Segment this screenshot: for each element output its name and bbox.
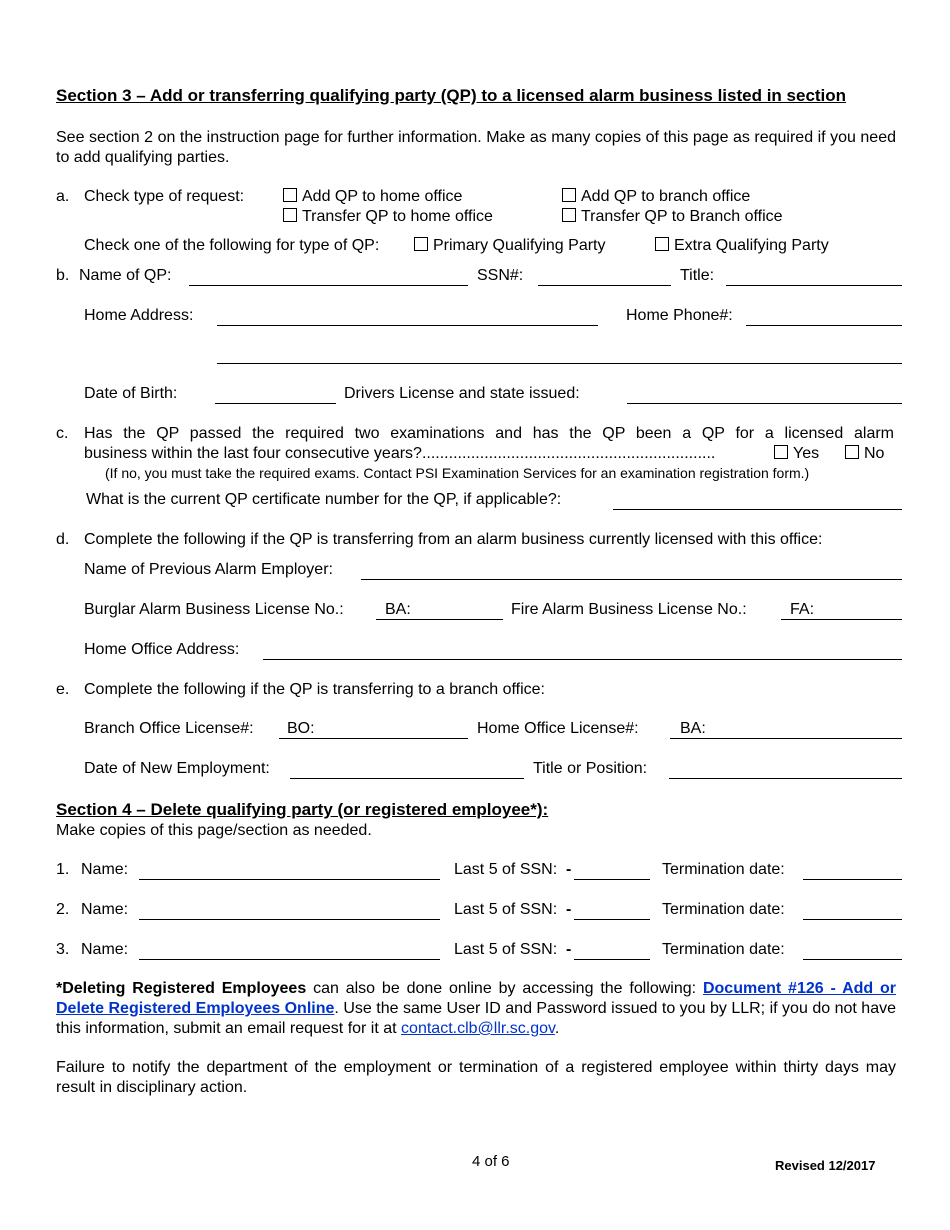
- email-link[interactable]: contact.clb@llr.sc.gov: [401, 1020, 555, 1037]
- row3-ssn-dash: -: [566, 941, 572, 958]
- exam-question-line1: Has the QP passed the required two examinations and has the QP been a QP for a licensed alarm: [84, 425, 894, 442]
- employment-date-label: Date of New Employment:: [84, 760, 270, 777]
- option-label: Add QP to branch office: [581, 188, 751, 205]
- exam-yes-option[interactable]: [774, 444, 819, 464]
- option-add-branch[interactable]: [562, 187, 750, 207]
- branch-prefix: BO:: [287, 720, 315, 737]
- row3-ssn-field[interactable]: [574, 959, 650, 960]
- checkbox-add-qp-home-office[interactable]: [283, 188, 297, 202]
- checkbox-transfer-qp-branch-office[interactable]: [562, 208, 576, 222]
- row1-ssn-dash: -: [566, 861, 572, 878]
- dob-label: Date of Birth:: [84, 385, 178, 402]
- home-office-license-label: Home Office License#:: [477, 720, 639, 737]
- row1-num: 1.: [56, 861, 70, 878]
- item-a-marker: a.: [56, 188, 70, 205]
- home-office-address-field[interactable]: [263, 659, 902, 660]
- home-phone-label: Home Phone#:: [626, 307, 733, 324]
- checkbox-primary-qp[interactable]: [414, 237, 428, 251]
- title-label: Title:: [680, 267, 715, 284]
- exam-note: (If no, you must take the required exams. Contact PSI Examination Services for an examination registration form.): [105, 465, 810, 481]
- title-field[interactable]: [726, 285, 902, 286]
- ssn-label: SSN#:: [477, 267, 524, 284]
- prev-employer-label: Name of Previous Alarm Employer:: [84, 561, 333, 578]
- row3-name-label: Name:: [81, 941, 129, 958]
- disciplinary-warning: Failure to notify the department of the employment or termination of a registered employee within thirty days may result in disciplinary action.: [56, 1059, 896, 1096]
- home-office-address-label: Home Office Address:: [84, 641, 240, 658]
- item-b-marker: b.: [56, 267, 70, 284]
- qp-name-field[interactable]: [189, 285, 468, 286]
- section3-heading: Section 3 – Add or transferring qualifying party (QP) to a licensed alarm business listed in section: [56, 86, 847, 105]
- option-add-home[interactable]: [283, 187, 462, 207]
- yes-label: Yes: [793, 445, 820, 462]
- row1-name-field[interactable]: [139, 879, 440, 880]
- option-label: Transfer QP to home office: [302, 208, 493, 225]
- row2-name-label: Name:: [81, 901, 129, 918]
- fire-prefix: FA:: [790, 601, 815, 618]
- qp-certificate-label: What is the current QP certificate number for the QP, if applicable?:: [86, 491, 562, 508]
- exam-question-line2: business within the last four consecutive years?..................................................................: [84, 445, 716, 462]
- option-label: Add QP to home office: [302, 188, 463, 205]
- transfer-from-text: Complete the following if the QP is transferring from an alarm business currently licensed with this office:: [84, 531, 823, 548]
- home-address-label: Home Address:: [84, 307, 194, 324]
- home-address-field-1[interactable]: [217, 325, 598, 326]
- qp-certificate-field[interactable]: [613, 509, 902, 510]
- branch-license-label: Branch Office License#:: [84, 720, 254, 737]
- checkbox-no[interactable]: [845, 445, 859, 459]
- section4-heading: Section 4 – Delete qualifying party (or registered employee*):: [56, 800, 549, 819]
- fire-license-label: Fire Alarm Business License No.:: [511, 601, 747, 618]
- employment-date-field[interactable]: [290, 778, 524, 779]
- row2-ssn-dash: -: [566, 901, 572, 918]
- row1-ssn-label: Last 5 of SSN:: [454, 861, 558, 878]
- row2-ssn-field[interactable]: [574, 919, 650, 920]
- checkbox-add-qp-branch-office[interactable]: [562, 188, 576, 202]
- row3-num: 3.: [56, 941, 70, 958]
- row2-ssn-label: Last 5 of SSN:: [454, 901, 558, 918]
- deleting-employees-note: [56, 979, 896, 1039]
- item-d-marker: d.: [56, 531, 70, 548]
- qp-type-label: Check one of the following for type of QP:: [84, 237, 380, 254]
- option-label: Transfer QP to Branch office: [581, 208, 783, 225]
- row3-term-field[interactable]: [803, 959, 902, 960]
- row1-term-field[interactable]: [803, 879, 902, 880]
- row3-term-label: Termination date:: [662, 941, 785, 958]
- checkbox-yes[interactable]: [774, 445, 788, 459]
- page-number: 4 of 6: [472, 1153, 510, 1170]
- row2-num: 2.: [56, 901, 70, 918]
- prev-employer-field[interactable]: [361, 579, 902, 580]
- drivers-license-label: Drivers License and state issued:: [344, 385, 580, 402]
- no-label: No: [864, 445, 885, 462]
- option-primary-qp[interactable]: [414, 236, 606, 256]
- checkbox-extra-qp[interactable]: [655, 237, 669, 251]
- row1-term-label: Termination date:: [662, 861, 785, 878]
- row2-name-field[interactable]: [139, 919, 440, 920]
- home-address-field-2[interactable]: [217, 363, 902, 364]
- burglar-license-label: Burglar Alarm Business License No.:: [84, 601, 344, 618]
- document-126-link[interactable]: Document #126 - Add or Delete Registered Employees Online: [56, 980, 897, 1017]
- option-transfer-home[interactable]: [283, 207, 493, 227]
- ssn-field[interactable]: [538, 285, 671, 286]
- item-e-marker: e.: [56, 681, 70, 698]
- note-text-2: . Use the same User ID and Password issued to you by LLR; if you do not have this information, submit an email request for it at: [56, 1000, 896, 1037]
- home-license-prefix: BA:: [680, 720, 706, 737]
- note-text-1: can also be done online by accessing the following:: [306, 980, 703, 997]
- row3-name-field[interactable]: [139, 959, 440, 960]
- position-label: Title or Position:: [533, 760, 648, 777]
- qp-name-label: Name of QP:: [79, 267, 172, 284]
- position-field[interactable]: [669, 778, 902, 779]
- item-c-marker: c.: [56, 425, 69, 442]
- note-text-3: .: [554, 1020, 560, 1037]
- dob-field[interactable]: [215, 403, 336, 404]
- option-label: Extra Qualifying Party: [674, 237, 829, 254]
- section4-subtext: Make copies of this page/section as needed.: [56, 822, 372, 839]
- note-bold-prefix: *Deleting Registered Employees: [56, 980, 307, 997]
- row3-ssn-label: Last 5 of SSN:: [454, 941, 558, 958]
- row1-ssn-field[interactable]: [574, 879, 650, 880]
- revised-date: Revised 12/2017: [775, 1158, 876, 1173]
- option-extra-qp[interactable]: [655, 236, 829, 256]
- section3-intro: See section 2 on the instruction page for further information. Make as many copies of this page as required if you need to add qualifying parties.: [56, 129, 896, 166]
- option-transfer-branch[interactable]: [562, 207, 783, 227]
- burglar-prefix: BA:: [385, 601, 411, 618]
- request-type-label: Check type of request:: [84, 188, 245, 205]
- option-label: Primary Qualifying Party: [433, 237, 606, 254]
- home-phone-field[interactable]: [746, 325, 902, 326]
- drivers-license-field[interactable]: [627, 403, 902, 404]
- row1-name-label: Name:: [81, 861, 129, 878]
- row2-term-field[interactable]: [803, 919, 902, 920]
- checkbox-transfer-qp-home-office[interactable]: [283, 208, 297, 222]
- transfer-branch-text: Complete the following if the QP is transferring to a branch office:: [84, 681, 545, 698]
- row2-term-label: Termination date:: [662, 901, 785, 918]
- exam-no-option[interactable]: [845, 444, 884, 464]
